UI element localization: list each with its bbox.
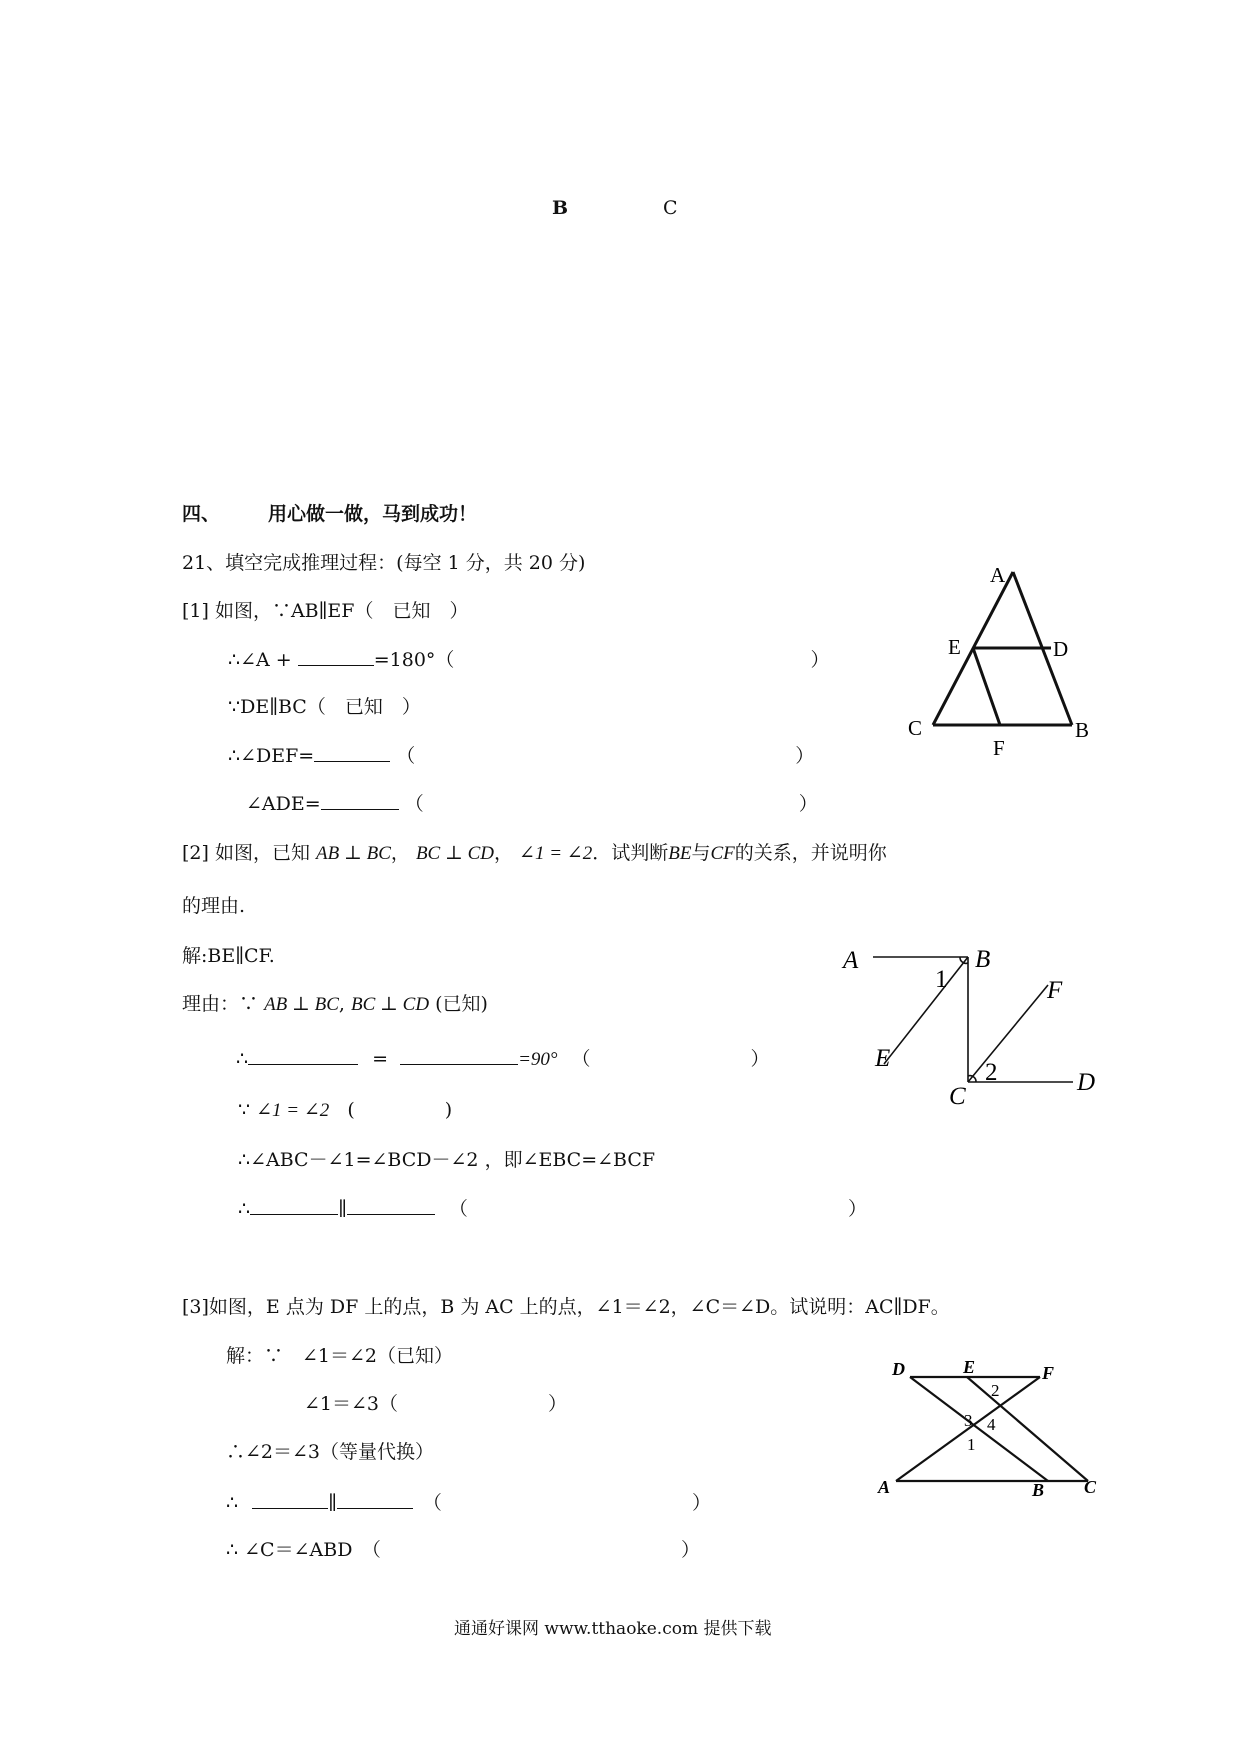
label-b: B <box>552 197 569 219</box>
fig3-label-3: 3 <box>964 1411 973 1430</box>
p1-line5 <box>246 791 818 816</box>
blank-input[interactable] <box>337 1490 413 1509</box>
p2-line8 <box>238 1196 867 1221</box>
fig3-label-d: D <box>892 1359 905 1379</box>
section-number: 四、 <box>182 503 221 525</box>
p3-l6-a: ∴ ∠C＝∠ABD （ <box>226 1539 381 1561</box>
p2-l8-d: ） <box>847 1198 867 1220</box>
p1-line1: [1] 如图，∵AB∥EF（ 已知 ） <box>182 600 469 622</box>
p1-line2-end: ） <box>810 649 830 671</box>
p2-line1 <box>182 841 887 866</box>
p2-l1-j: CF <box>710 843 735 864</box>
p3-line6 <box>226 1538 700 1562</box>
p3-line1: [3]如图，E 点为 DF 上的点，B 为 AC 上的点，∠1＝∠2，∠C＝∠D。试说明：AC∥DF。 <box>182 1296 950 1318</box>
p2-l5-d: （ <box>571 1048 591 1070</box>
fig2-label-1: 1 <box>935 966 948 993</box>
p2-l1-i: 与 <box>691 842 711 864</box>
p1-line4-mid: （ <box>396 745 416 767</box>
p2-l8-a: ∴ <box>238 1198 251 1220</box>
p3-l5-c: （ <box>422 1492 442 1514</box>
blank-input[interactable] <box>400 1046 518 1065</box>
p2-l5-a: ∴ <box>236 1048 249 1070</box>
p2-l4-e: (已知) <box>435 993 488 1015</box>
p3-line5 <box>226 1490 711 1515</box>
p1-line5-end: ） <box>798 793 818 815</box>
blank-input[interactable] <box>347 1196 435 1215</box>
fig3-label-4: 4 <box>987 1415 996 1434</box>
fig3-label-a: A <box>878 1477 891 1497</box>
p3-l5-a: ∴ <box>226 1492 239 1514</box>
fig3-label-f: F <box>1042 1363 1055 1383</box>
p3-l5-b: ∥ <box>328 1492 337 1514</box>
p2-l6-b: ∠1 = ∠2 <box>256 1100 330 1121</box>
p2-l4-d: BC ⊥ CD <box>351 994 430 1015</box>
blank-input[interactable] <box>314 743 390 762</box>
p3-line4: ∴∠2＝∠3（等量代换） <box>226 1441 435 1463</box>
p1-line2-mid: =180°（ <box>373 649 455 671</box>
blank-input[interactable] <box>252 1490 328 1509</box>
blank-input[interactable] <box>321 791 399 810</box>
footer-text: 通通好课网 www.tthaoke.com 提供下载 <box>454 1619 772 1639</box>
fig1-label-e: E <box>948 635 961 659</box>
figure-perpendicular-lines <box>835 940 1105 1110</box>
p1-line2 <box>228 647 830 672</box>
p3-line3 <box>304 1392 567 1416</box>
p2-line3: 解:BE∥CF. <box>182 945 275 967</box>
p1-line2-start: ∴∠A + <box>228 649 292 671</box>
p3-line2: 解：∵ ∠1＝∠2（已知） <box>226 1345 454 1367</box>
fig2-label-b: B <box>975 946 991 973</box>
fig2-label-f: F <box>1047 977 1063 1004</box>
fig3-label-e: E <box>963 1357 976 1377</box>
p2-l4-c: , <box>338 993 345 1015</box>
p3-l6-b: ） <box>680 1539 700 1561</box>
blank-input[interactable] <box>248 1046 358 1065</box>
p2-l1-g: ．试判断 <box>592 842 669 864</box>
p2-l5-c: =90° <box>518 1049 558 1070</box>
p2-l8-c: （ <box>448 1198 468 1220</box>
fig3-label-c: C <box>1084 1477 1097 1497</box>
p1-line5-start: ∠ADE= <box>246 793 321 815</box>
fig3-label-1: 1 <box>967 1435 976 1454</box>
p2-line2: 的理由. <box>182 895 246 917</box>
blank-input[interactable] <box>250 1196 338 1215</box>
fig1-label-c: C <box>908 716 923 740</box>
question-header: 21、填空完成推理过程：(每空 1 分，共 20 分) <box>182 552 586 574</box>
fig2-label-a: A <box>843 947 859 974</box>
p2-l6-a: ∵ <box>238 1099 251 1121</box>
p2-line4 <box>182 992 488 1017</box>
fig2-label-2: 2 <box>985 1059 998 1086</box>
p2-l1-a: [2] 如图，已知 <box>182 842 310 864</box>
p1-line4 <box>228 743 814 768</box>
p2-l1-f: ∠1 = ∠2 <box>519 843 593 864</box>
p2-l8-b: ∥ <box>338 1198 347 1220</box>
p2-l4-b: AB ⊥ BC <box>264 994 339 1015</box>
p2-line5 <box>236 1046 770 1072</box>
fig2-label-d: D <box>1077 1069 1096 1096</box>
blank-input[interactable] <box>298 647 374 666</box>
fig2-label-e: E <box>875 1045 891 1072</box>
p1-line4-start: ∴∠DEF= <box>228 745 315 767</box>
p2-l6-c: ( <box>347 1099 355 1121</box>
section-title: 用心做一做，马到成功！ <box>268 503 478 525</box>
figure-parallel-lines <box>870 1345 1110 1505</box>
figure-triangle <box>900 560 1120 765</box>
fig1-label-b: B <box>1075 718 1090 742</box>
p2-line7: ∴∠ABC－∠1=∠BCD－∠2 ，即∠EBC=∠BCF <box>238 1149 656 1171</box>
p2-l1-k: 的关系，并说明你 <box>734 842 887 864</box>
p1-line3: ∵DE∥BC（ 已知 ） <box>228 696 421 718</box>
p3-l5-d: ） <box>691 1492 711 1514</box>
p2-l5-e: ） <box>750 1048 770 1070</box>
p2-l1-c: ， <box>390 842 410 864</box>
fig2-label-c: C <box>949 1083 966 1110</box>
fig1-label-f: F <box>993 736 1005 760</box>
p3-l3-b: ） <box>548 1393 568 1415</box>
p2-l6-d: ) <box>444 1099 453 1121</box>
p3-l3-a: ∠1＝∠3（ <box>304 1393 399 1415</box>
p1-line4-end: ） <box>795 745 815 767</box>
p2-l5-b: = <box>372 1048 389 1070</box>
p2-l1-b: AB ⊥ BC <box>316 843 391 864</box>
fig3-label-2: 2 <box>991 1381 1000 1400</box>
p2-l1-h: BE <box>668 843 692 864</box>
p2-l1-e: ， <box>493 842 513 864</box>
fig1-label-a: A <box>990 563 1006 587</box>
p1-line5-mid: （ <box>404 793 424 815</box>
label-c: C <box>663 197 678 219</box>
fig1-label-d: D <box>1053 637 1069 661</box>
fig3-label-b: B <box>1032 1480 1045 1500</box>
p2-line6 <box>238 1098 452 1123</box>
p2-l4-a: 理由：∵ <box>182 993 259 1015</box>
p2-l1-d: BC ⊥ CD <box>415 843 494 864</box>
